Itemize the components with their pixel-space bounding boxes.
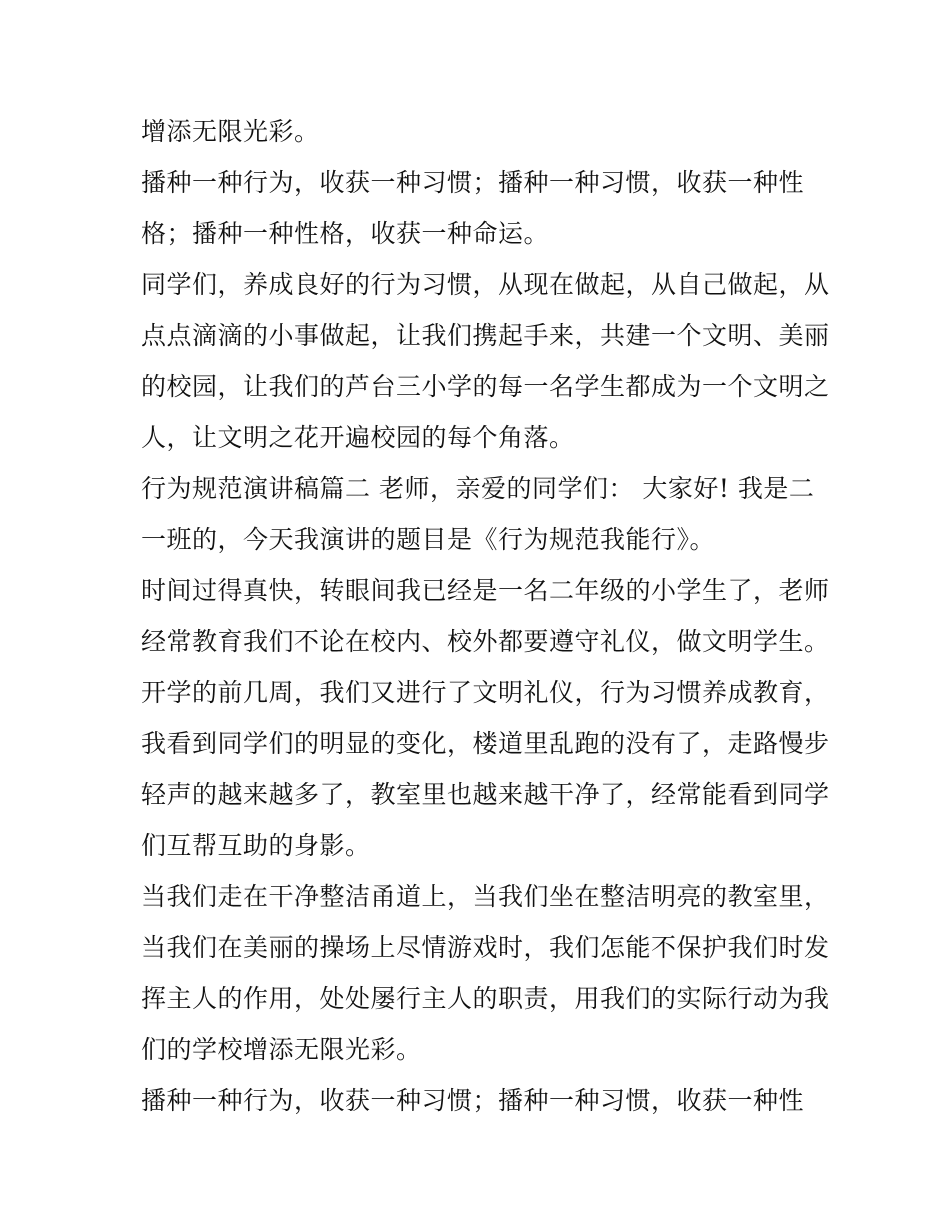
text-line: 开学的前几周，我们又进行了文明礼仪，行为习惯养成教育， (141, 678, 830, 707)
text-line: 播种一种行为，收获一种习惯；播种一种习惯，收获一种性 (141, 1086, 805, 1115)
text-line: 格；播种一种性格，收获一种命运。 (141, 219, 550, 248)
text-line: 点点滴滴的小事做起，让我们携起手来，共建一个文明、美丽 (141, 321, 830, 350)
text-line: 当我们在美丽的操场上尽情游戏时，我们怎能不保护我们时发 (141, 933, 830, 962)
body-text (141, 106, 830, 1126)
text-line: 增添无限光彩。 (141, 117, 320, 146)
text-line: 一班的，今天我演讲的题目是《行为规范我能行》。 (141, 525, 716, 554)
text-line: 人，让文明之花开遍校园的每个角落。 (141, 423, 575, 452)
text-line: 播种一种行为，收获一种习惯；播种一种习惯，收获一种性 (141, 168, 805, 197)
text-line: 行为规范演讲稿篇二 老师，亲爱的同学们： 大家好! 我是二 (141, 474, 815, 503)
text-line: 们互帮互助的身影。 (141, 831, 371, 860)
text-line: 挥主人的作用，处处屡行主人的职责，用我们的实际行动为我 (141, 984, 830, 1013)
text-line: 时间过得真快，转眼间我已经是一名二年级的小学生了，老师 (141, 576, 830, 605)
text-line: 的校园，让我们的芦台三小学的每一名学生都成为一个文明之 (141, 372, 830, 401)
text-line: 们的学校增添无限光彩。 (141, 1035, 422, 1064)
text-line: 同学们，养成良好的行为习惯，从现在做起，从自己做起，从 (141, 270, 830, 299)
text-line: 当我们走在干净整洁甬道上，当我们坐在整洁明亮的教室里， (141, 882, 830, 911)
text-line: 轻声的越来越多了，教室里也越来越干净了，经常能看到同学 (141, 780, 830, 809)
text-line: 我看到同学们的明显的变化，楼道里乱跑的没有了，走路慢步 (141, 729, 830, 758)
text-line: 经常教育我们不论在校内、校外都要遵守礼仪，做文明学生。 (141, 627, 830, 656)
